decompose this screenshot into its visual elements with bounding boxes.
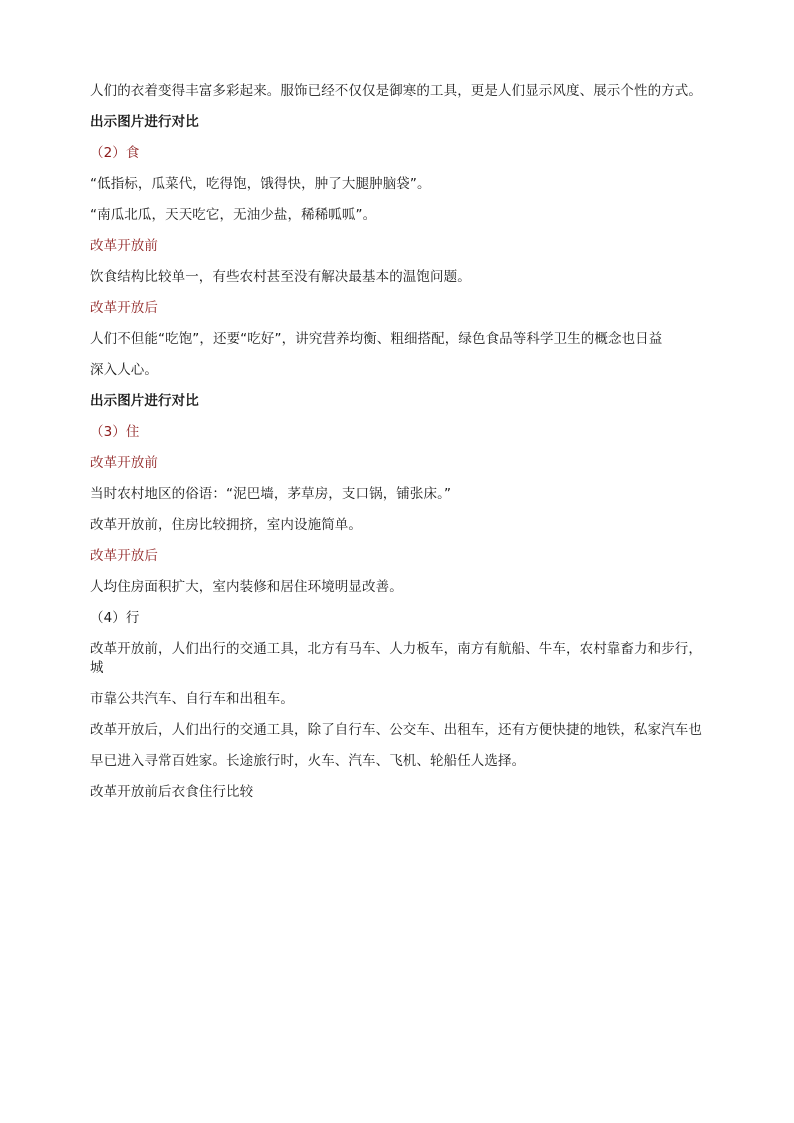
paragraph-line: 早已进入寻常百姓家。长途旅行时，火车、汽车、飞机、轮船任人选择。 [90,753,526,769]
food-saying-1: “低指标，瓜菜代，吃得饱，饿得快，肿了大腿肿脑袋”。 [90,176,431,192]
clothing-summary: 人们的衣着变得丰富多彩起来。服饰已经不仅仅是御寒的工具，更是人们显示风度、展示个性的方式。 [90,83,702,99]
paragraph-line: 改革开放后，人们出行的交通工具，除了自行车、公交车、出租车，还有方便快捷的地铁，私家汽车也 [90,722,702,738]
paragraph-line: 深入人心。 [90,362,158,378]
food-after-paragraph [90,330,714,380]
paragraph-line: 人们不但能“吃饱”，还要“吃好”，讲究营养均衡、粗细搭配，绿色食品等科学卫生的概念也日益 [90,331,663,347]
food-before-heading: 改革开放前 [90,238,158,254]
housing-before-heading: 改革开放前 [90,455,158,471]
paragraph-line: 市靠公共汽车、自行车和出租车。 [90,691,294,707]
housing-saying: 当时农村地区的俗语：“泥巴墙，茅草房，支口锅，铺张床。” [90,486,452,502]
transport-before-paragraph [90,640,714,709]
paragraph-line: 改革开放前，人们出行的交通工具，北方有马车、人力板车，南方有航船、牛车，农村靠畜力和步行，城 [90,641,702,676]
housing-after-heading: 改革开放后 [90,548,158,564]
housing-before-text: 改革开放前，住房比较拥挤，室内设施简单。 [90,517,362,533]
closing-caption: 改革开放前后衣食住行比较 [90,784,254,800]
transport-after-paragraph [90,721,714,771]
transport-heading: （4）行 [90,610,140,626]
housing-after-text: 人均住房面积扩大，室内装修和居住环境明显改善。 [90,579,403,595]
housing-heading: （3）住 [90,424,140,440]
food-saying-2: “南瓜北瓜，天天吃它，无油少盐，稀稀呱呱”。 [90,207,377,223]
show-pictures-label: 出示图片进行对比 [90,114,199,130]
food-before-text: 饮食结构比较单一，有些农村甚至没有解决最基本的温饱问题。 [90,269,471,285]
show-pictures-label: 出示图片进行对比 [90,393,199,409]
food-heading: （2）食 [90,145,140,161]
food-after-heading: 改革开放后 [90,300,158,316]
